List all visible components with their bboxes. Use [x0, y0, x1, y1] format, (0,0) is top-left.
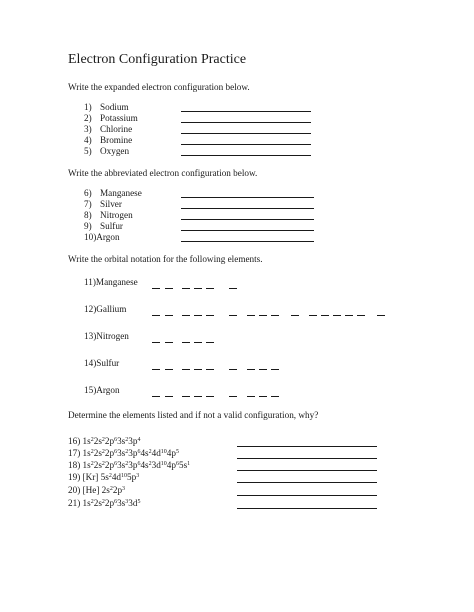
list-item: 6) Manganese [84, 188, 142, 198]
orbital-blank[interactable] [229, 396, 237, 397]
orbital-blank[interactable] [165, 396, 173, 397]
orbital-blank[interactable] [291, 315, 299, 316]
orbital-blank[interactable] [152, 369, 160, 370]
answer-line[interactable] [181, 155, 311, 156]
answer-line[interactable] [237, 470, 377, 471]
orbital-blank[interactable] [206, 315, 214, 316]
orbital-blank[interactable] [165, 315, 173, 316]
orbital-blank[interactable] [229, 315, 237, 316]
answer-line[interactable] [237, 508, 377, 509]
orbital-blank[interactable] [259, 396, 267, 397]
list-item: 3) Chlorine [84, 124, 133, 134]
answer-line[interactable] [237, 458, 377, 459]
answer-line[interactable] [181, 122, 311, 123]
answer-line[interactable] [181, 208, 314, 209]
config-formula: $1s^22s^22p^63s^23p^64s^24d^{10}4p^5$ [82, 448, 179, 458]
orbital-blank[interactable] [377, 315, 385, 316]
orbital-blank[interactable] [194, 369, 202, 370]
orbital-blank[interactable] [309, 315, 317, 316]
answer-line[interactable] [181, 144, 311, 145]
orbital-blank[interactable] [247, 369, 255, 370]
orbital-item-label: 13)Nitrogen [84, 331, 129, 341]
answer-line[interactable] [237, 495, 377, 496]
orbital-blank[interactable] [271, 315, 279, 316]
answer-line[interactable] [181, 241, 314, 242]
orbital-blank[interactable] [321, 315, 329, 316]
orbital-blank[interactable] [182, 315, 190, 316]
orbital-blank[interactable] [259, 315, 267, 316]
config-formula: $1s^22s^22p^63s^33d^5$ [82, 498, 141, 508]
orbital-blank[interactable] [152, 315, 160, 316]
config-item: 20) [He] $2s^22p^3$ [68, 485, 126, 495]
orbital-blank[interactable] [194, 396, 202, 397]
orbital-blank[interactable] [206, 396, 214, 397]
orbital-blank[interactable] [247, 396, 255, 397]
list-item: 10)Argon [84, 232, 120, 242]
orbital-blank[interactable] [194, 342, 202, 343]
answer-line[interactable] [181, 230, 314, 231]
answer-line[interactable] [181, 133, 311, 134]
orbital-blank[interactable] [152, 342, 160, 343]
answer-line[interactable] [181, 111, 311, 112]
list-item: 8) Nitrogen [84, 210, 133, 220]
orbital-blank[interactable] [357, 315, 365, 316]
list-item: 5) Oxygen [84, 146, 130, 156]
page-title: Electron Configuration Practice [68, 52, 247, 67]
answer-line[interactable] [237, 482, 377, 483]
config-item: 17) $1s^22s^22p^63s^23p^64s^24d^{10}4p^5$ [68, 448, 179, 458]
list-item: 9) Sulfur [84, 221, 123, 231]
orbital-blank[interactable] [182, 369, 190, 370]
orbital-item-label: 14)Sulfur [84, 358, 120, 368]
config-item: 19) [Kr] $5s^24d^{10}5p^3$ [68, 472, 140, 482]
orbital-blank[interactable] [259, 369, 267, 370]
answer-line[interactable] [237, 446, 377, 447]
orbital-item-label: 12)Gallium [84, 304, 127, 314]
answer-line[interactable] [181, 197, 314, 198]
orbital-blank[interactable] [152, 396, 160, 397]
answer-line[interactable] [181, 219, 314, 220]
config-item: 21) $1s^22s^22p^63s^33d^5$ [68, 498, 141, 508]
list-item: 2) Potassium [84, 113, 138, 123]
config-formula: [Kr] $5s^24d^{10}5p^3$ [82, 472, 140, 482]
list-item: 1) Sodium [84, 102, 129, 112]
orbital-blank[interactable] [206, 342, 214, 343]
orbital-item-label: 15)Argon [84, 385, 120, 395]
list-item: 4) Bromine [84, 135, 133, 145]
orbital-blank[interactable] [229, 288, 237, 289]
orbital-blank[interactable] [271, 396, 279, 397]
orbital-blank[interactable] [165, 288, 173, 289]
orbital-blank[interactable] [271, 369, 279, 370]
list-item: 7) Silver [84, 199, 122, 209]
orbital-blank[interactable] [345, 315, 353, 316]
orbital-blank[interactable] [182, 288, 190, 289]
orbital-blank[interactable] [182, 396, 190, 397]
orbital-blank[interactable] [206, 288, 214, 289]
orbital-blank[interactable] [206, 369, 214, 370]
orbital-blank[interactable] [182, 342, 190, 343]
config-item: 18) $1s^22s^22p^63s^23p^64s^23d^{10}4p^65s^1$ [68, 460, 191, 470]
orbital-blank[interactable] [247, 315, 255, 316]
section2-instruction: Write the abbreviated electron configuration below. [68, 168, 258, 178]
config-formula: $1s^22s^22p^63s^23p^4$ [82, 436, 141, 446]
section4-instruction: Determine the elements listed and if not a valid configuration, why? [68, 410, 319, 420]
section1-instruction: Write the expanded electron configuration below. [68, 82, 250, 92]
orbital-blank[interactable] [165, 342, 173, 343]
section3-instruction: Write the orbital notation for the following elements. [68, 254, 263, 264]
orbital-blank[interactable] [229, 369, 237, 370]
orbital-blank[interactable] [333, 315, 341, 316]
config-item: 16) $1s^22s^22p^63s^23p^4$ [68, 436, 141, 446]
orbital-blank[interactable] [194, 288, 202, 289]
config-formula: $1s^22s^22p^63s^23p^64s^23d^{10}4p^65s^1$ [82, 460, 191, 470]
orbital-item-label: 11)Manganese [84, 277, 138, 287]
config-formula: [He] $2s^22p^3$ [82, 485, 126, 495]
orbital-blank[interactable] [165, 369, 173, 370]
orbital-blank[interactable] [152, 288, 160, 289]
orbital-blank[interactable] [194, 315, 202, 316]
